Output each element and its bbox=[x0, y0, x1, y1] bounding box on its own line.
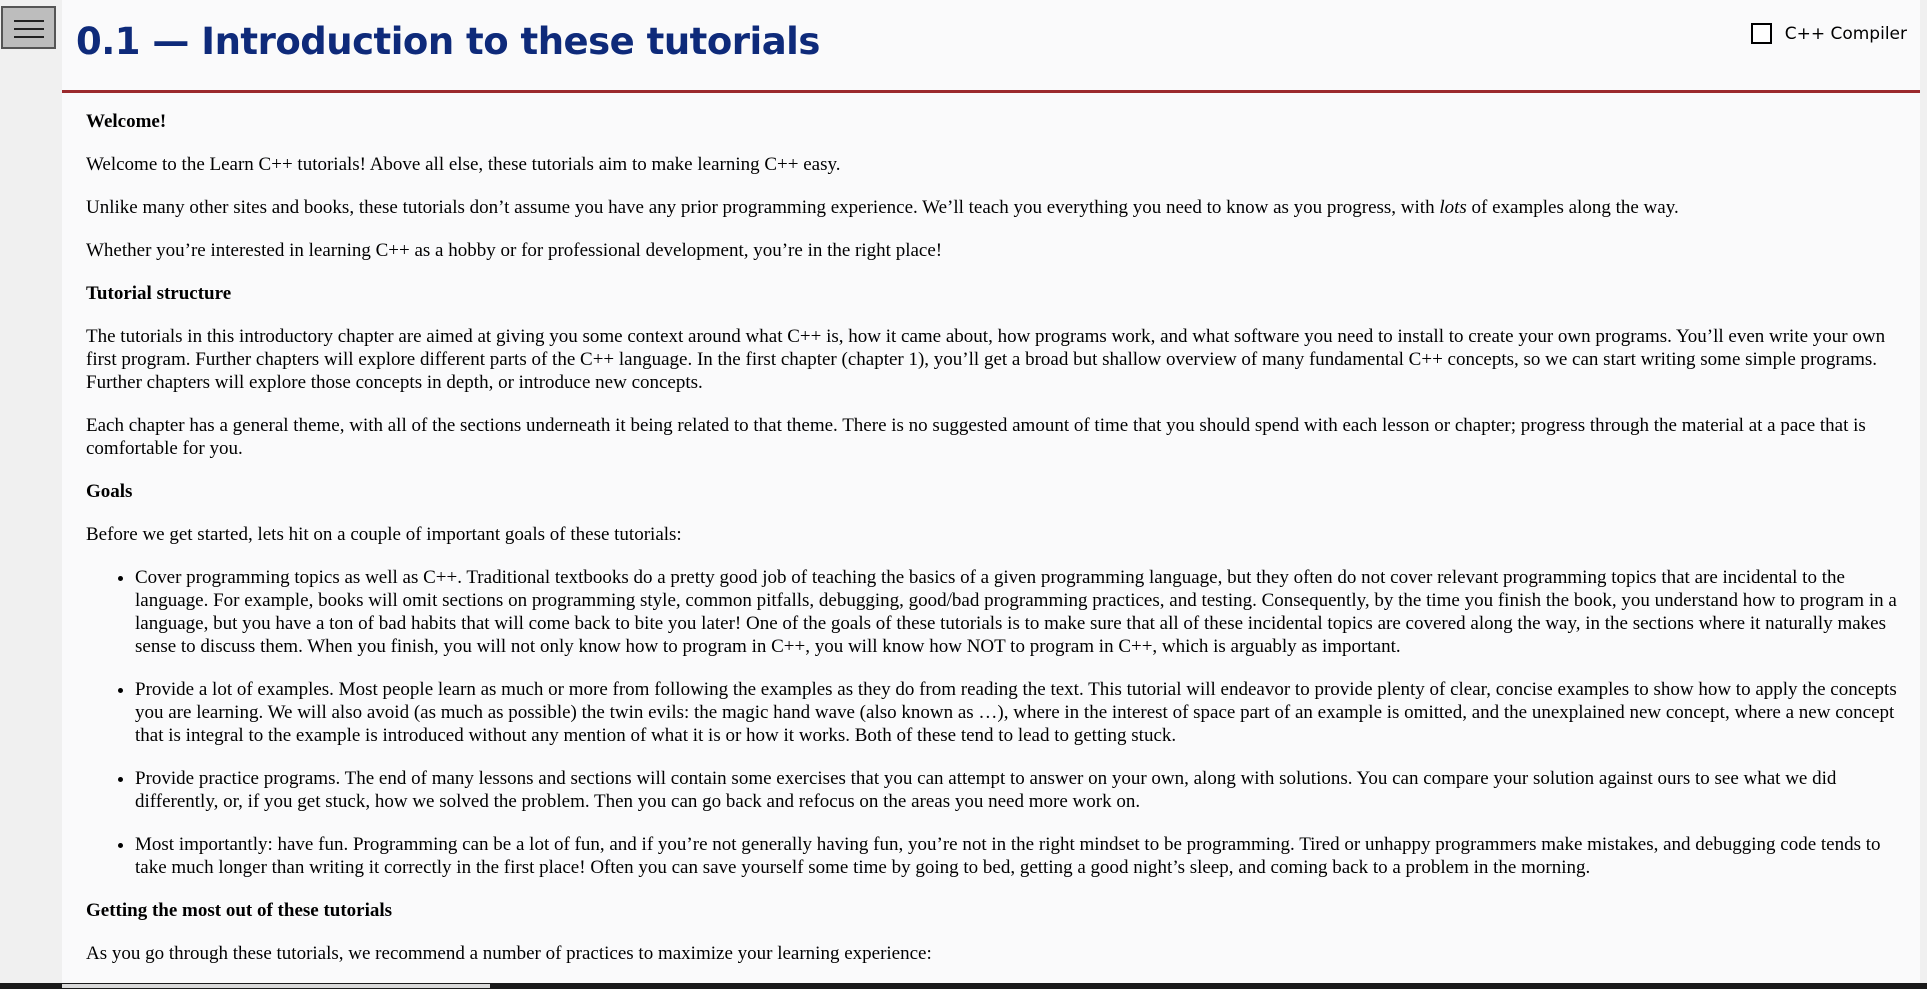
article-header bbox=[62, 0, 1920, 93]
paragraph-structure-2: Each chapter has a general theme, with all of the sections underneath it being related to that theme. There is no suggested amount of time that you should spend with each lesson or chapter; progress through the material at a pace that is comfortable for you. bbox=[86, 415, 1866, 459]
heading-welcome: Welcome! bbox=[86, 111, 167, 132]
paragraph-structure-1: The tutorials in this introductory chapter are aimed at giving you some context around what C++ is, how it came about, how programs work, and what software you need to install to create your own programs. You’ll even write your own first program. Further chapters will explore different parts of the C++ language. In the first chapter (chapter 1), you’ll get a broad but shallow overview of many fundamental C++ concepts, so we can start writing some simple programs. Further chapters will explore those concepts in depth, or introduce new concepts. bbox=[86, 326, 1886, 393]
article-content bbox=[86, 110, 1906, 983]
checkbox-icon[interactable] bbox=[1751, 23, 1772, 44]
list-item: • Cover programming topics as well as C++. Traditional textbooks do a pretty good job of teaching the basics of a given programming language, but they often do not cover relevant programming topics that are incidental to the language. For example, books will omit sections on programming style, common pitfalls, debugging, good/bad programming practices, and testing. Consequently, by the time you finish the book, you understand how to program in a language, but you have a ton of bad habits that will come back to bite you later! One of the goals of these tutorials is to make sure that all of these incidental topics are covered along the way, in the sections where it naturally makes sense to discuss them. When you finish, you will not only know how to program in C++, you will know how NOT to program in C++, which is arguably as important. bbox=[135, 566, 1906, 658]
paragraph-welcome-1: Welcome to the Learn C++ tutorials! Above all else, these tutorials aim to make learning C++ easy. bbox=[86, 154, 841, 175]
hamburger-menu-button[interactable] bbox=[1, 6, 56, 49]
heading-getting-the-most: Getting the most out of these tutorials bbox=[86, 900, 393, 921]
emphasis-lots: lots bbox=[1439, 197, 1467, 218]
paragraph-text: Unlike many other sites and books, these tutorials don’t assume you have any prior programming experience. We’ll teach you everything you need to know as you progress, with bbox=[86, 197, 1440, 218]
hamburger-menu-icon-line bbox=[14, 36, 44, 38]
page-title: 0.1 — Introduction to these tutorials bbox=[76, 20, 820, 63]
list-item: • Provide practice programs. The end of many lessons and sections will contain some exercises that you can attempt to answer on your own, along with solutions. You can compare your solution against ours to see what we did differently, or, if you get stuck, how we solved the problem. Then you can go back and refocus on the areas you need more work on. bbox=[135, 767, 1906, 813]
list-item: • Provide a lot of examples. Most people learn as much or more from following the examples as they do from reading the text. This tutorial will endeavor to provide plenty of clear, concise examples to show how to apply the concepts you are learning. We will also avoid (as much as possible) the twin evils: the magic hand wave (also known as …), where in the interest of space part of an example is omitted, and the unexplained new concept, where a new concept that is integral to the example is introduced without any mention of what it is or how it works. Both of these tend to lead to getting stuck. bbox=[135, 678, 1906, 747]
cpp-compiler-label: C++ Compiler bbox=[1784, 23, 1907, 44]
paragraph-welcome-2 bbox=[86, 196, 1906, 219]
paragraph-text: of examples along the way. bbox=[1466, 197, 1679, 218]
heading-tutorial-structure: Tutorial structure bbox=[86, 283, 232, 304]
paragraph-welcome-3: Whether you’re interested in learning C++ as a hobby or for professional development, you’re in the right place! bbox=[86, 240, 943, 261]
list-item: • Most importantly: have fun. Programming can be a lot of fun, and if you’re not generally having fun, you’re not in the right mindset to be programming. Tired or unhappy programmers make mistakes, and debugging code tends to take much longer than writing it correctly in the first place! Often you can save yourself some time by going to bed, getting a good night’s sleep, and coming back to a problem in the morning. bbox=[135, 833, 1906, 879]
goals-list bbox=[86, 566, 1906, 879]
cpp-compiler-toggle[interactable] bbox=[1751, 23, 1907, 44]
paragraph-most-intro: As you go through these tutorials, we recommend a number of practices to maximize your learning experience: bbox=[86, 943, 932, 964]
horizontal-scrollbar[interactable] bbox=[0, 983, 1927, 989]
heading-goals: Goals bbox=[86, 481, 133, 502]
hamburger-menu-icon bbox=[14, 20, 44, 22]
paragraph-goals-intro: Before we get started, lets hit on a couple of important goals of these tutorials: bbox=[86, 524, 682, 545]
scrollbar-thumb[interactable] bbox=[62, 984, 490, 988]
hamburger-menu-icon-line bbox=[14, 28, 44, 30]
article-page bbox=[62, 0, 1920, 983]
